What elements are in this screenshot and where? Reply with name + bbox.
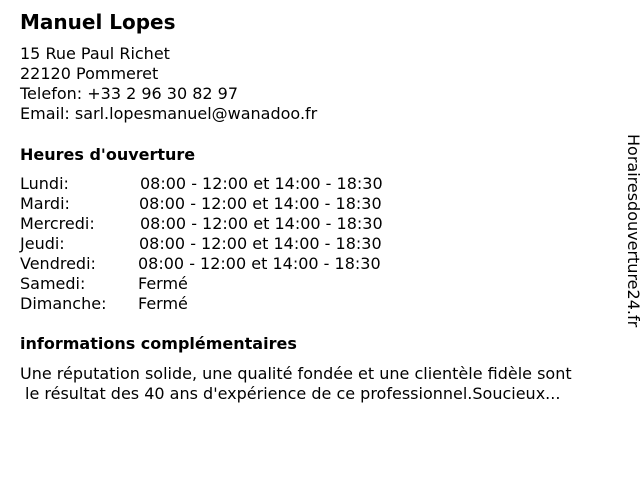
day-label-thursday: Jeudi: (20, 234, 65, 253)
hours-tuesday: 08:00 - 12:00 et 14:00 - 18:30 (139, 194, 382, 213)
hours-saturday: Fermé (138, 274, 188, 293)
email-address: Email: sarl.lopesmanuel@wanadoo.fr (20, 104, 318, 123)
address-city: 22120 Pommeret (20, 64, 159, 83)
address-street: 15 Rue Paul Richet (20, 44, 170, 63)
additional-info-heading: informations complémentaires (20, 334, 297, 353)
day-label-tuesday: Mardi: (20, 194, 70, 213)
opening-hours-heading: Heures d'ouverture (20, 145, 196, 164)
hours-monday: 08:00 - 12:00 et 14:00 - 18:30 (140, 174, 383, 193)
description-line-1: Une réputation solide, une qualité fondée et une clientèle fidèle sont (20, 364, 572, 383)
day-label-monday: Lundi: (20, 174, 69, 193)
hours-wednesday: 08:00 - 12:00 et 14:00 - 18:30 (140, 214, 383, 233)
day-label-saturday: Samedi: (20, 274, 86, 293)
hours-friday: 08:00 - 12:00 et 14:00 - 18:30 (138, 254, 381, 273)
day-label-wednesday: Mercredi: (20, 214, 95, 233)
description-line-2: le résultat des 40 ans d'expérience de ce professionnel.Soucieux... (25, 384, 561, 403)
business-description (20, 364, 620, 404)
site-watermark: Horairesdouverture24.fr (624, 134, 643, 328)
hours-thursday: 08:00 - 12:00 et 14:00 - 18:30 (139, 234, 382, 253)
phone-number: Telefon: +33 2 96 30 82 97 (20, 84, 239, 103)
day-label-friday: Vendredi: (20, 254, 96, 273)
hours-sunday: Fermé (138, 294, 188, 313)
day-label-sunday: Dimanche: (20, 294, 107, 313)
business-name: Manuel Lopes (20, 10, 176, 34)
